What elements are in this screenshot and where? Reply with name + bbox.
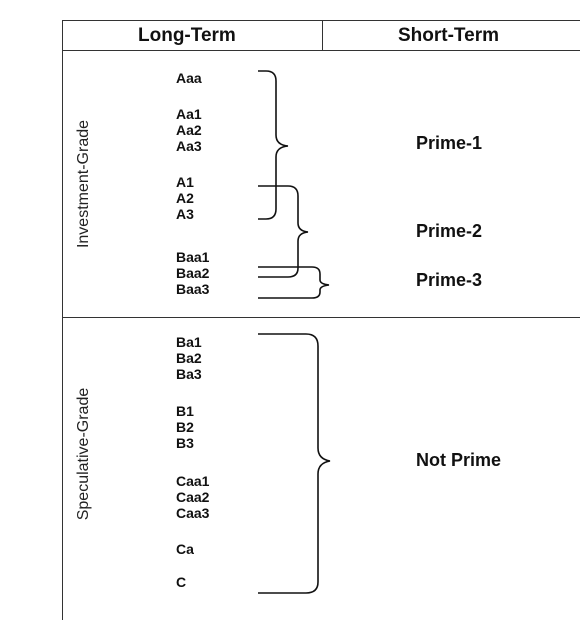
rating-aa3: Aa3 <box>176 138 202 154</box>
rating-a3: A3 <box>176 206 194 222</box>
prime-3-label: Prime-3 <box>416 270 483 290</box>
prime-1-brace <box>258 71 288 219</box>
rating-caa3: Caa3 <box>176 505 210 521</box>
prime-1-label: Prime-1 <box>416 133 483 153</box>
rating-b1: B1 <box>176 403 194 419</box>
rating-b2: B2 <box>176 419 194 435</box>
rating-aa2: Aa2 <box>176 122 202 138</box>
rating-ba3: Ba3 <box>176 366 202 382</box>
rating-a2: A2 <box>176 190 194 206</box>
rating-caa1: Caa1 <box>176 473 210 489</box>
speculative-grade-label: Speculative-Grade <box>75 387 92 521</box>
rating-ba2: Ba2 <box>176 350 202 366</box>
short-term-header: Short-Term <box>398 25 499 46</box>
rating-aaa: Aaa <box>176 70 202 86</box>
long-term-header: Long-Term <box>138 25 236 46</box>
rating-ca: Ca <box>176 541 194 557</box>
rating-baa3: Baa3 <box>176 281 210 297</box>
prime-2-label: Prime-2 <box>416 221 483 241</box>
rating-caa2: Caa2 <box>176 489 210 505</box>
rating-a1: A1 <box>176 174 194 190</box>
rating-baa2: Baa2 <box>176 265 210 281</box>
not-prime-brace <box>258 334 330 593</box>
investment-grade-label: Investment-Grade <box>75 119 92 249</box>
rating-b3: B3 <box>176 435 194 451</box>
rating-aa1: Aa1 <box>176 106 202 122</box>
rating-baa1: Baa1 <box>176 249 210 265</box>
prime-3-brace <box>258 267 329 298</box>
rating-c: C <box>176 574 187 590</box>
prime-2-brace <box>258 186 308 277</box>
rating-ba1: Ba1 <box>176 334 202 350</box>
not-prime-label: Not Prime <box>416 450 502 470</box>
